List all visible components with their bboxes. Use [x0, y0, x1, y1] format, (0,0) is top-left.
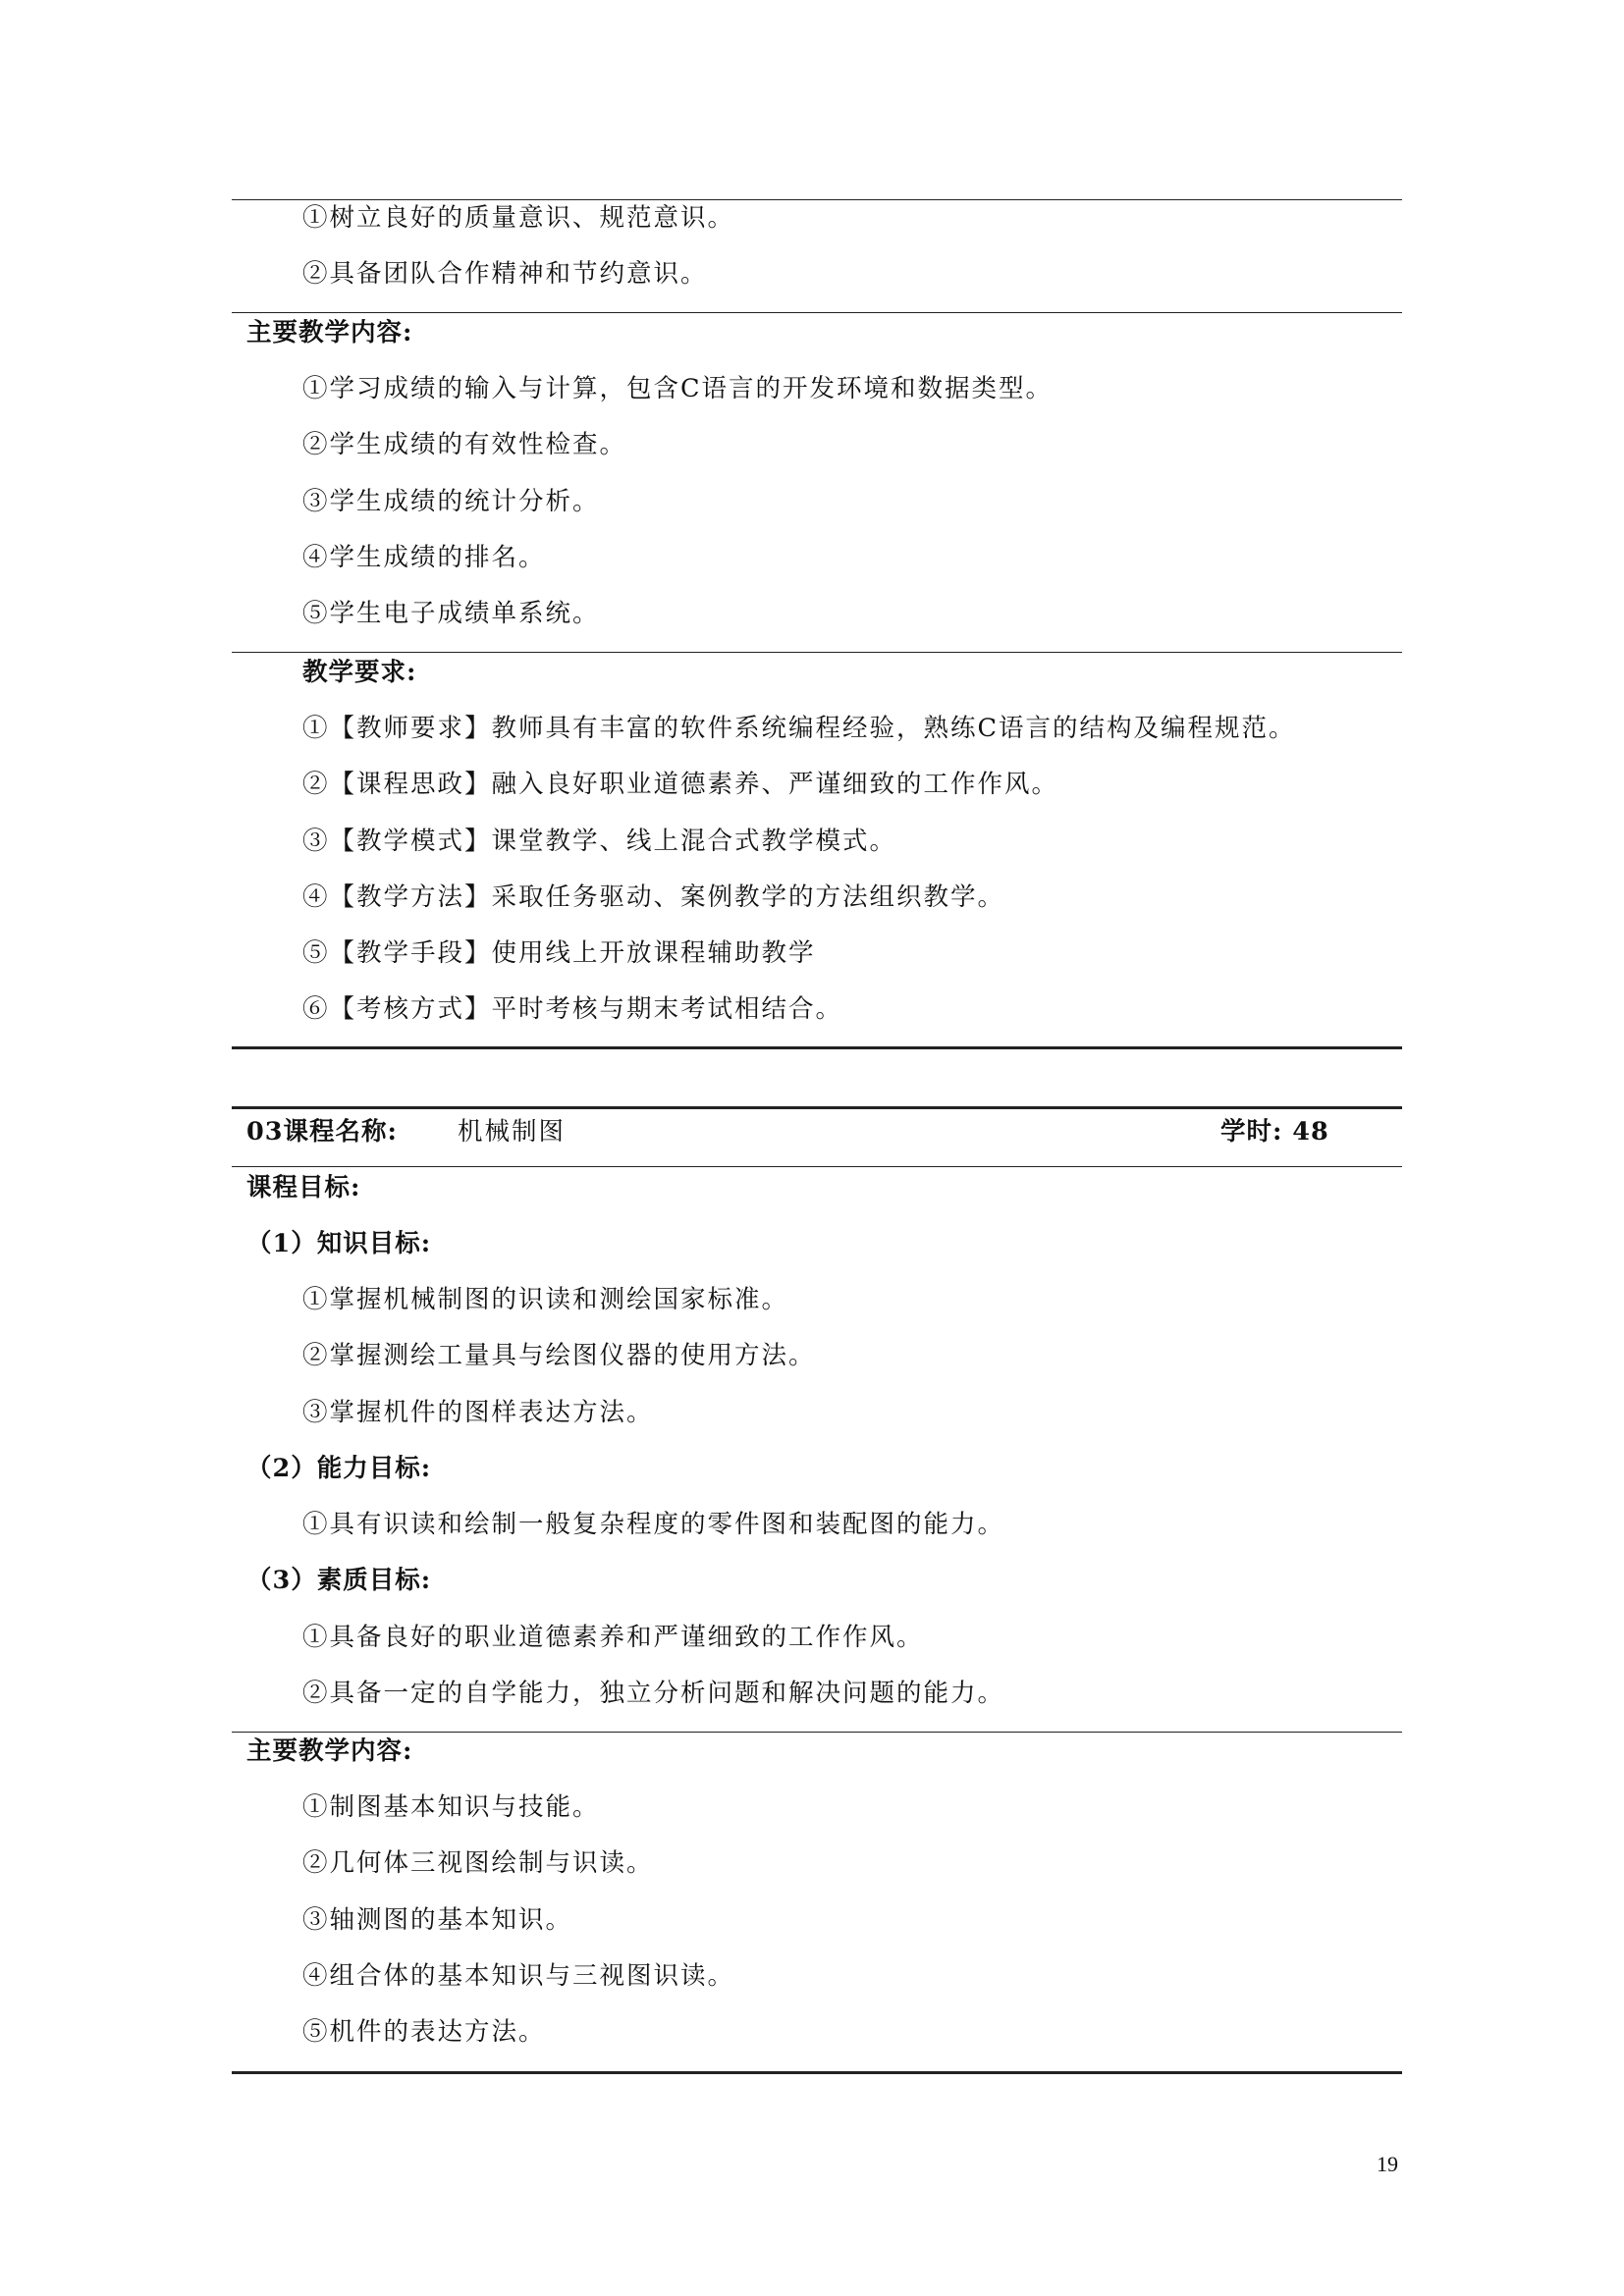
page-number: 19	[1377, 2152, 1398, 2176]
course-code-label: 03课程名称:	[246, 1117, 398, 1147]
course-name: 机械制图	[458, 1117, 567, 1147]
requirement-item: ②【课程思政】融入良好职业道德素养、严谨细致的工作作风。	[302, 770, 1059, 799]
knowledge-item: ②掌握测绘工量具与绘图仪器的使用方法。	[302, 1341, 816, 1370]
table-rule-top	[232, 199, 1402, 200]
content-item: ③轴测图的基本知识。	[302, 1905, 573, 1935]
requirement-item: ⑤【教学手段】使用线上开放课程辅助教学	[302, 938, 816, 968]
knowledge-item: ①掌握机械制图的识读和测绘国家标准。	[302, 1285, 789, 1314]
content-item: ①制图基本知识与技能。	[302, 1792, 600, 1822]
content-item: ②几何体三视图绘制与识读。	[302, 1848, 654, 1878]
content-item: ②学生成绩的有效性检查。	[302, 430, 627, 459]
requirement-item: ④【教学方法】采取任务驱动、案例教学的方法组织教学。	[302, 882, 1005, 912]
course-table-rule-bottom	[232, 2071, 1402, 2074]
quality-item: ①具备良好的职业道德素养和严谨细致的工作作风。	[302, 1623, 924, 1652]
knowledge-title: （1）知识目标:	[246, 1229, 432, 1258]
content-item: ①学习成绩的输入与计算，包含C语言的开发环境和数据类型。	[302, 374, 1054, 403]
requirement-item: ⑥【考核方式】平时考核与期末考试相结合。	[302, 994, 843, 1024]
table-rule	[232, 652, 1402, 653]
quality-item: ②具备一定的自学能力，独立分析问题和解决问题的能力。	[302, 1679, 1005, 1708]
table-rule-bottom	[232, 1046, 1402, 1049]
ability-title: （2）能力目标:	[246, 1454, 432, 1483]
quality-item: ②具备团队合作精神和节约意识。	[302, 259, 708, 289]
course-hours: 学时: 48	[1220, 1117, 1329, 1147]
course-table-rule-top	[232, 1106, 1402, 1109]
requirement-item: ①【教师要求】教师具有丰富的软件系统编程经验，熟练C语言的结构及编程规范。	[302, 714, 1296, 743]
table-rule	[232, 1732, 1402, 1733]
ability-item: ①具有识读和绘制一般复杂程度的零件图和装配图的能力。	[302, 1510, 1005, 1539]
content-item: ⑤学生电子成绩单系统。	[302, 599, 600, 628]
quality-item: ①树立良好的质量意识、规范意识。	[302, 203, 735, 233]
requirements-title: 教学要求:	[302, 658, 417, 687]
content-title: 主要教学内容:	[246, 318, 413, 347]
requirement-item: ③【教学模式】课堂教学、线上混合式教学模式。	[302, 827, 897, 856]
content-title: 主要教学内容:	[246, 1736, 413, 1766]
goals-title: 课程目标:	[246, 1173, 361, 1202]
content-item: ④组合体的基本知识与三视图识读。	[302, 1961, 735, 1991]
content-item: ⑤机件的表达方法。	[302, 2017, 546, 2047]
knowledge-item: ③掌握机件的图样表达方法。	[302, 1398, 654, 1427]
table-rule	[232, 1166, 1402, 1167]
content-item: ④学生成绩的排名。	[302, 543, 546, 572]
table-rule	[232, 312, 1402, 313]
quality-title: （3）素质目标:	[246, 1566, 432, 1595]
content-item: ③学生成绩的统计分析。	[302, 487, 600, 516]
